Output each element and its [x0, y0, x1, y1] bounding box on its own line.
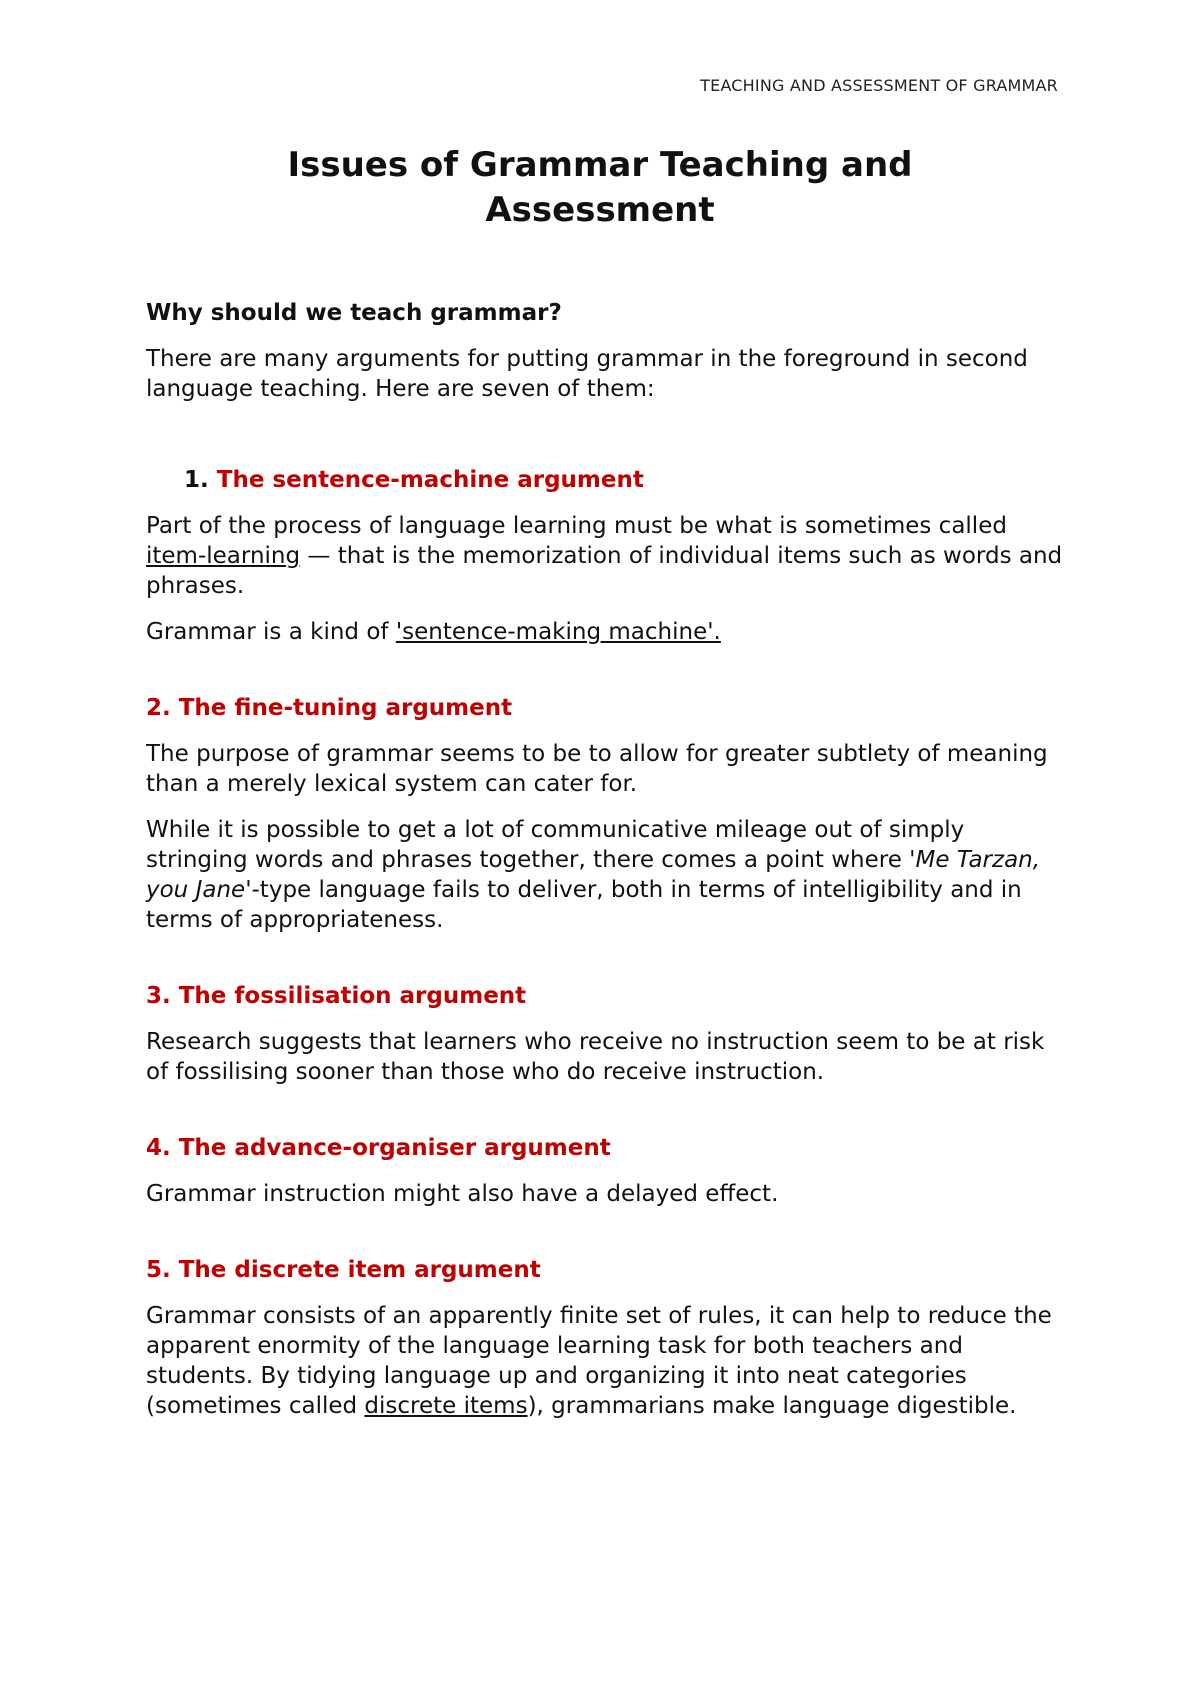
question-heading: Why should we teach grammar?	[146, 300, 562, 326]
section-1-number: 1.	[184, 467, 209, 493]
title-line-2: Assessment	[485, 190, 715, 230]
section-3-paragraph-1: Research suggests that learners who receive no instruction seem to be at risk of fossilising sooner than those who do receive instruction.	[146, 1029, 1045, 1085]
section-3-heading: 3. The fossilisation argument	[146, 983, 527, 1009]
title-line-1: Issues of Grammar Teaching and	[287, 145, 913, 185]
section-1-title: The sentence-machine argument	[216, 467, 644, 493]
section-4-paragraph-1: Grammar instruction might also have a delayed effect.	[146, 1181, 779, 1207]
section-2-paragraph-2: While it is possible to get a lot of communicative mileage out of simply stringing words and phrases together, there comes a point where 'Me Tarzan, you Jane'-type language fails to deliver, both in terms of intelligibility and in terms of appropriateness.	[146, 817, 1041, 933]
section-2-heading: 2. The fine-tuning argument	[146, 695, 513, 721]
sentence-making-machine-term: 'sentence-making machine'.	[395, 619, 721, 645]
discrete-items-term: discrete items	[364, 1393, 528, 1419]
page-title	[146, 143, 1054, 233]
section-4-heading: 4. The advance-organiser argument	[146, 1135, 611, 1161]
intro-paragraph: There are many arguments for putting grammar in the foreground in second language teaching. Here are seven of them:	[146, 346, 1028, 402]
running-header: TEACHING AND ASSESSMENT OF GRAMMAR	[700, 76, 1058, 95]
section-1-heading	[146, 465, 1066, 495]
item-learning-term: item-learning	[146, 543, 301, 569]
document-body	[146, 298, 1066, 1437]
section-1-paragraph-2: Grammar is a kind of 'sentence-making machine'.	[146, 619, 721, 645]
section-2-paragraph-1: The purpose of grammar seems to be to allow for greater subtlety of meaning than a merely lexical system can cater for.	[146, 741, 1048, 797]
section-5-paragraph-1: Grammar consists of an apparently finite set of rules, it can help to reduce the apparent enormity of the language learning task for both teachers and students. By tidying language up and organizing it into neat categories (sometimes called discrete items), grammarians make language digestible.	[146, 1303, 1052, 1419]
me-tarzan-phrase: Me Tarzan, you Jane	[146, 847, 1041, 903]
section-1-paragraph-1: Part of the process of language learning must be what is sometimes called item-learning — that is the memorization of individual items such as words and phrases.	[146, 513, 1063, 599]
section-5-heading: 5. The discrete item argument	[146, 1257, 541, 1283]
